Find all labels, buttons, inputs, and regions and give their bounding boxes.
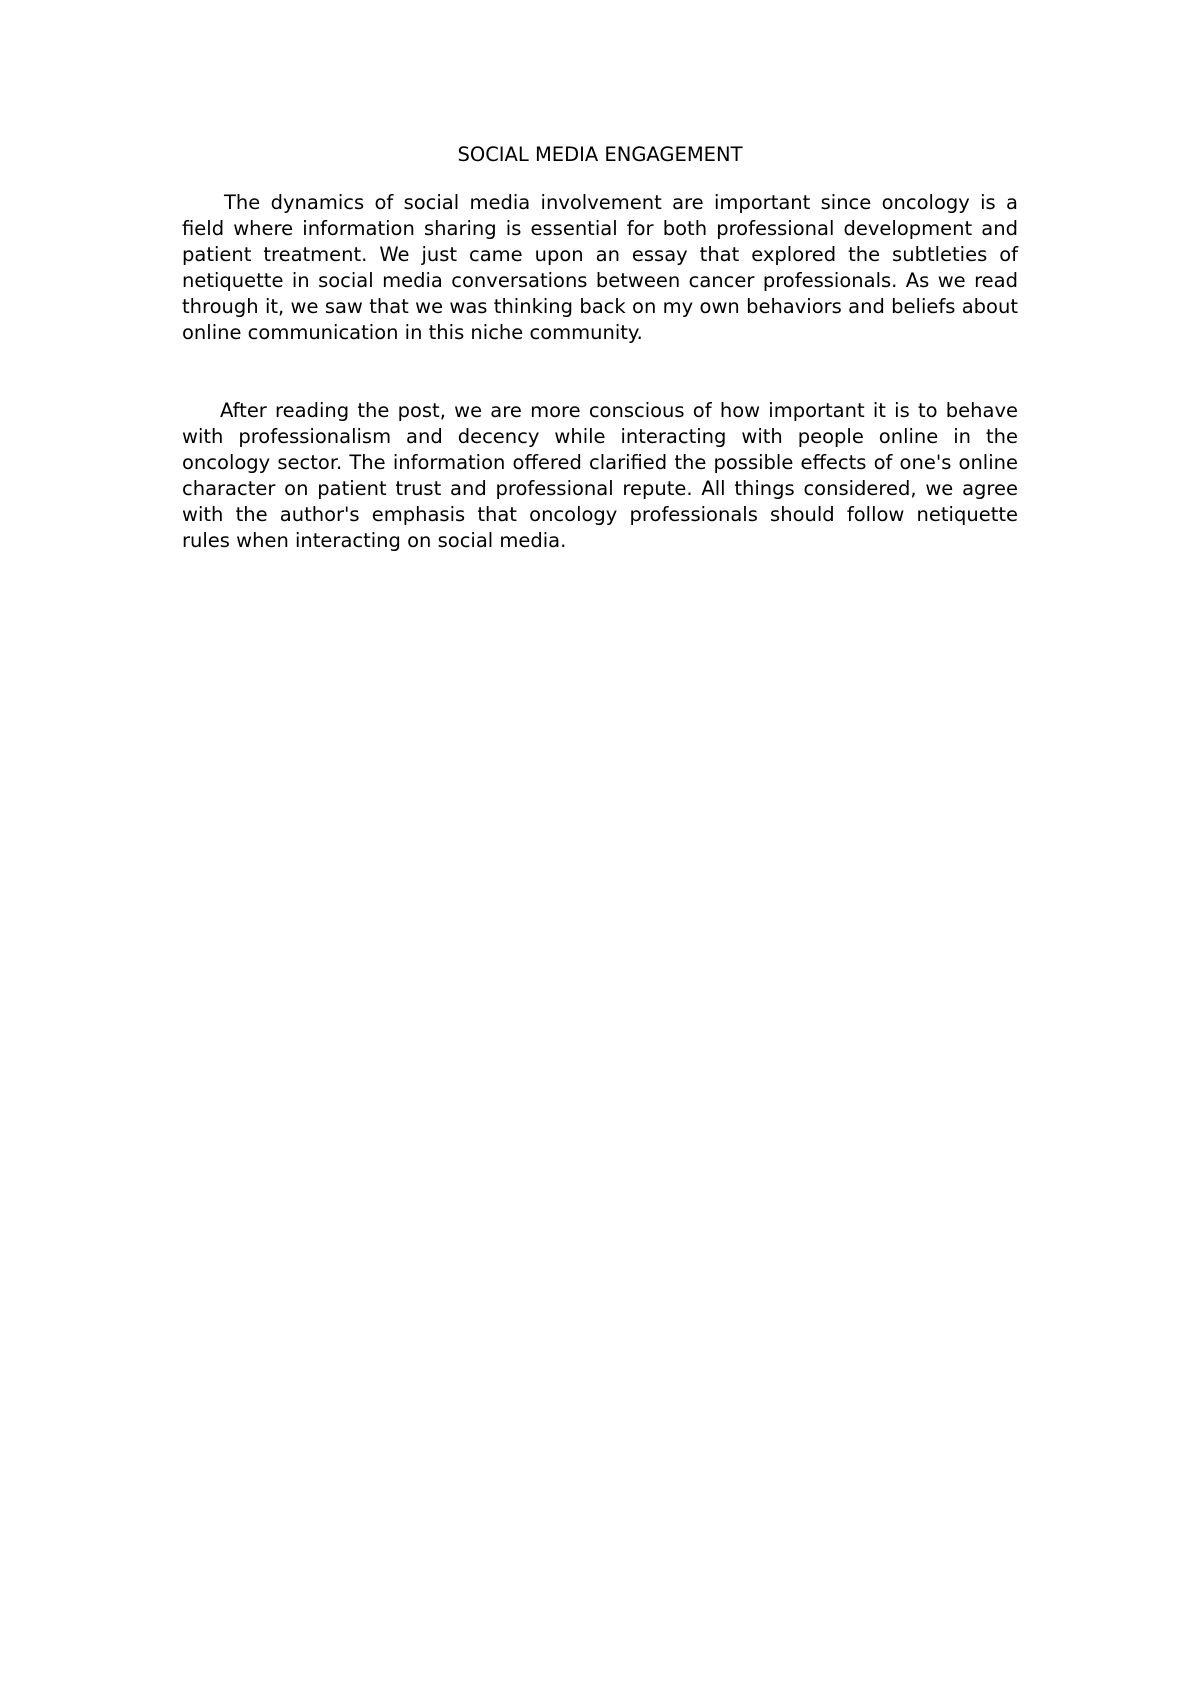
paragraph-1: The dynamics of social media involvement are important since oncology is a field where information sharing is essential for both professional development and patient treatment. We just came upon an essay that explored the subtleties of netiquette in social media conversations between cancer professionals. As we read through it, we saw that we was thinking back on my own behaviors and beliefs about online communication in this niche community.: [182, 191, 1018, 344]
document-body: [182, 142, 1018, 554]
document-title: SOCIAL MEDIA ENGAGEMENT: [457, 143, 743, 166]
paragraph-2: After reading the post, we are more conscious of how important it is to behave with professionalism and decency while interacting with people online in the oncology sector. The information offered clarified the possible effects of one's online character on patient trust and professional repute. All things considered, we agree with the author's emphasis that oncology professionals should follow netiquette rules when interacting on social media.: [182, 399, 1018, 552]
